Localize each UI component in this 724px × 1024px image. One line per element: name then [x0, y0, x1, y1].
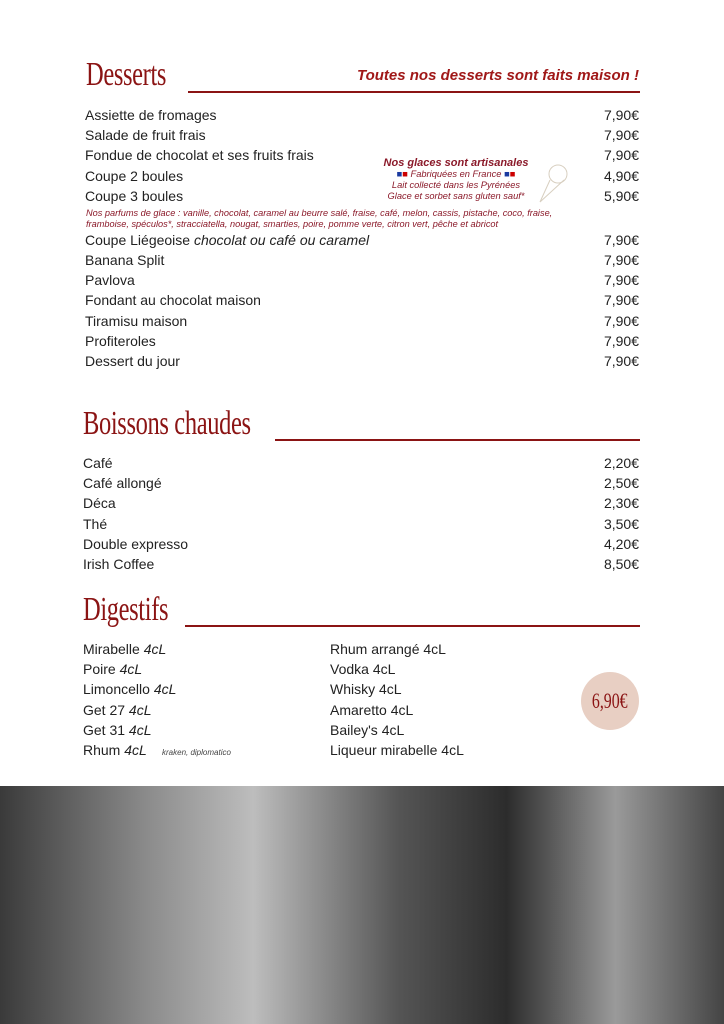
- menu-price: 2,50€: [603, 475, 639, 492]
- ice-cream-info: Nos glaces sont artisanales ■■ Fabriquées en France ■■ Lait collecté dans les Pyrénées Glace et sorbet sans gluten sauf*: [383, 157, 529, 201]
- rhum-note: kraken, diplomatico: [162, 748, 231, 757]
- divider: [185, 625, 640, 627]
- menu-item: Coupe Liégeoise chocolat ou café ou caramel: [85, 232, 370, 248]
- menu-item: Café allongé: [83, 475, 162, 492]
- menu-price: 7,90€: [603, 252, 639, 268]
- desserts-title: Desserts: [86, 56, 167, 93]
- digestif-item: Mirabelle 4cL: [83, 641, 167, 657]
- digestif-item: Limoncello 4cL: [83, 681, 177, 698]
- ice-cream-cone-icon: [536, 164, 570, 204]
- digestif-item: Bailey's 4cL: [330, 721, 405, 738]
- french-flag-icon: ■: [396, 169, 403, 179]
- digestif-item: Poire 4cL: [83, 661, 143, 678]
- menu-item: Fondant au chocolat maison: [85, 292, 261, 309]
- flavors-note: Nos parfums de glace : vanille, chocolat, caramel au beurre salé, fraise, café, melon, cassis, pistache, coco, fraise, framboise, spéculos*, stracciatella, nougat, smarties, poire, pomme verte, citron vert, pêche et abricot: [86, 208, 553, 229]
- menu-item: Irish Coffee: [83, 556, 155, 572]
- digestif-item: Whisky 4cL: [330, 681, 402, 698]
- menu-item: Café: [83, 455, 113, 471]
- digestif-item: Rhum arrangé 4cL: [330, 641, 446, 657]
- menu-item: Banana Split: [85, 252, 165, 268]
- menu-item: Profiteroles: [85, 332, 156, 349]
- menu-item: Thé: [83, 515, 108, 532]
- menu-item: Fondue de chocolat et ses fruits frais: [85, 147, 314, 164]
- hot-drinks-title: Boissons chaudes: [83, 405, 251, 442]
- digestif-item: Vodka 4cL: [330, 661, 396, 678]
- menu-price: 4,20€: [603, 535, 639, 552]
- menu-price: 7,90€: [603, 232, 639, 248]
- menu-item: Assiette de fromages: [85, 107, 217, 123]
- menu-price: 2,30€: [603, 495, 639, 512]
- menu-price: 7,90€: [603, 272, 639, 289]
- digestif-item: Amaretto 4cL: [330, 701, 414, 718]
- digestifs-title: Digestifs: [83, 591, 169, 628]
- french-flag-icon: ■: [504, 169, 510, 179]
- menu-price: 7,90€: [603, 107, 639, 123]
- menu-price: 7,90€: [603, 127, 639, 144]
- desserts-tagline: Toutes nos desserts sont faits maison !: [356, 67, 639, 84]
- menu-item: Déca: [83, 495, 116, 512]
- price-badge: 6,90€: [581, 672, 639, 730]
- menu-price: 7,90€: [603, 147, 639, 164]
- menu-item: Tiramisu maison: [85, 312, 188, 329]
- divider: [188, 91, 640, 93]
- digestif-item: Get 31 4cL: [83, 721, 152, 738]
- menu-price: 7,90€: [603, 353, 639, 369]
- divider: [275, 439, 640, 441]
- menu-item: Coupe 3 boules: [85, 187, 184, 204]
- menu-price: 7,90€: [603, 332, 639, 349]
- menu-item: Dessert du jour: [85, 353, 180, 369]
- menu-price: 3,50€: [603, 515, 639, 532]
- menu-price: 7,90€: [603, 292, 639, 309]
- bar-photo: [0, 786, 724, 1024]
- menu-item: Salade de fruit frais: [85, 127, 206, 144]
- menu-item: Double expresso: [83, 535, 189, 552]
- menu-price: 4,90€: [603, 167, 639, 184]
- menu-price: 2,20€: [603, 455, 639, 471]
- menu-price: 7,90€: [603, 312, 639, 329]
- digestif-item: Liqueur mirabelle 4cL: [330, 742, 464, 758]
- menu-price: 8,50€: [603, 556, 639, 572]
- digestif-item: Rhum 4cL: [83, 742, 147, 758]
- menu-item: Pavlova: [85, 272, 135, 289]
- menu-price: 5,90€: [603, 187, 639, 204]
- menu-item: Coupe 2 boules: [85, 167, 184, 184]
- digestif-item: Get 27 4cL: [83, 701, 152, 718]
